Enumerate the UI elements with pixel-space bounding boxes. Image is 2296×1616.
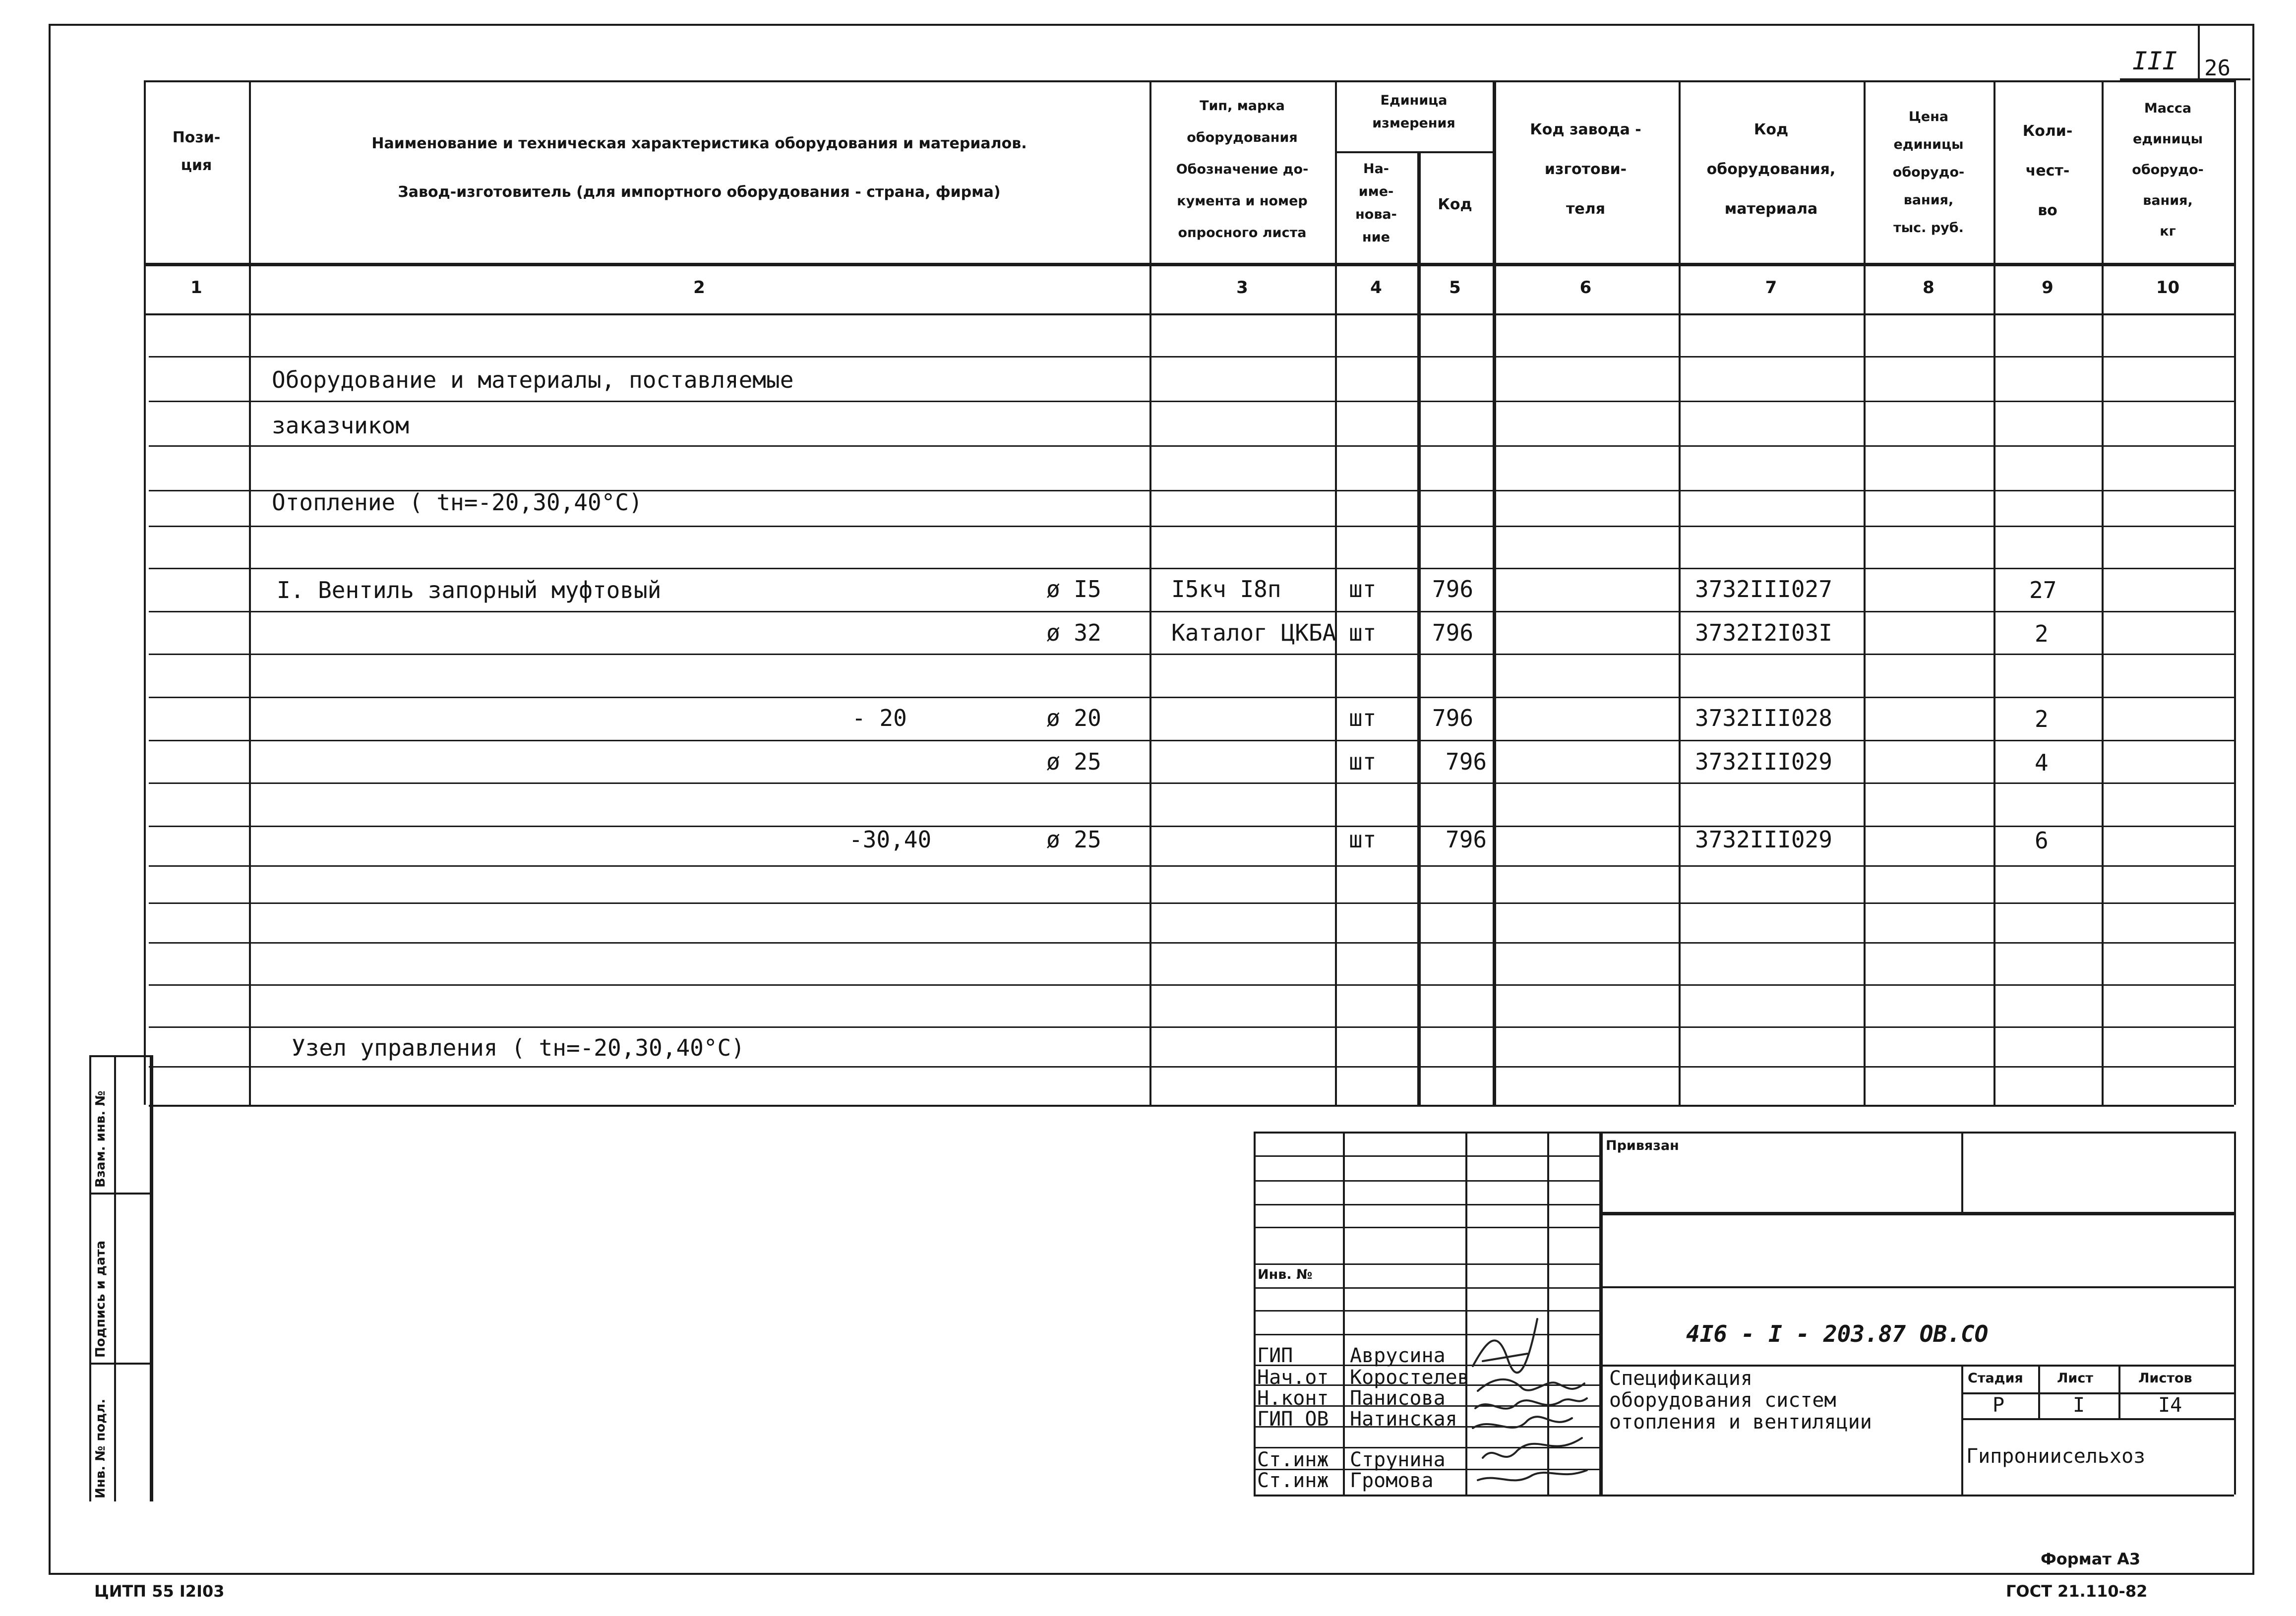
role-st-inzh-1: Ст.инж [1257,1448,1329,1471]
unit-name: шт [1349,826,1377,853]
colnum-6: 6 [1579,278,1592,298]
sheet-value: I [2073,1394,2085,1417]
temperature: - 20 [852,705,907,731]
footer-left-code: ЦИТП 55 I2I03 [94,1582,225,1601]
row-line [149,1066,2234,1068]
row-line [149,865,2234,867]
footer-format: Формат А3 [2041,1550,2141,1568]
side-label-signature-date: Подпись и дата [93,1240,108,1358]
quantity: 2 [2035,620,2049,647]
tb-bottom [1254,1495,2234,1496]
unit-code: 796 [1432,619,1474,646]
col-line-8 [1994,80,1995,1105]
tb-privyazan-bottom [1599,1212,2234,1215]
row-line [149,526,2234,527]
tb-code-bottom [1599,1365,2234,1367]
row-line [149,697,2234,698]
side-label-vzam: Взам. инв. № [93,1090,108,1188]
header-equipment-code: Код оборудования, материала [1706,121,1836,218]
row-line [149,654,2234,655]
sheet-label: Лист [2057,1371,2093,1386]
heating-title: Отопление ( tн=-20,30,40°С) [272,489,643,516]
col-line-0 [144,80,146,1105]
side-stamp-div1 [89,1193,151,1195]
stage-label: Стадия [1968,1371,2023,1386]
inv-no-label: Инв. № [1258,1267,1313,1282]
col-line-10 [2234,80,2236,1105]
sheets-value: I4 [2158,1394,2182,1417]
equipment-code: 3732III029 [1695,748,1832,775]
row-line [149,740,2234,741]
header-unit: Единица измерения [1372,93,1455,131]
tb-top [1254,1132,2234,1134]
side-stamp-left [89,1055,91,1501]
header-factory-code: Код завода - изготови- теля [1530,121,1641,218]
table-bottom-border [149,1105,2234,1107]
sheets-label: Листов [2138,1371,2192,1386]
side-label-inv-podl: Инв. № подл. [93,1398,108,1498]
role-gip-ov: ГИП ОВ [1257,1408,1329,1431]
quantity: 2 [2035,706,2049,732]
colnum-2: 2 [693,278,705,298]
colnum-3: 3 [1236,278,1248,298]
header-quantity: Коли- чест- во [2022,122,2073,219]
section-title-line1: Оборудование и материалы, поставляемые [272,366,794,393]
colnum-bottom-border [144,313,2234,315]
header-manufacturer: Завод-изготовитель (для импортного оборудования - страна, фирма) [398,183,1001,201]
row-line [149,782,2234,784]
tb-code-top [1599,1286,2234,1288]
diameter: ø 20 [1046,705,1101,731]
quantity: 6 [2035,827,2049,854]
tb-row [1254,1263,1599,1265]
type-mark: I5кч I8п [1171,576,1281,602]
name-nach-ot: Коростелев [1350,1366,1469,1389]
control-node-title: Узел управления ( tн=-20,30,40°С) [292,1034,745,1061]
organization: Гипрониисельхоз [1966,1445,2146,1468]
unit-name: шт [1349,705,1377,731]
row-line [149,356,2234,358]
tb-privyazan-split [1961,1132,1963,1212]
sheet-page-number: 26 [2204,56,2231,81]
role-gip: ГИП [1257,1344,1293,1367]
name-st-inzh-2: Громова [1350,1469,1434,1492]
section-title-line2: заказчиком [272,412,409,439]
tb-stage-split2 [2118,1365,2120,1418]
diameter: ø I5 [1046,576,1101,602]
unit-code: 796 [1432,576,1474,602]
unit-name: шт [1349,748,1377,775]
tb-right [2234,1132,2236,1495]
tb-row [1254,1287,1599,1289]
signature-scribbles [1468,1309,1597,1493]
colnum-9: 9 [2042,278,2054,298]
row-line [149,902,2234,904]
row-line [149,611,2234,612]
unit-code: 796 [1446,826,1487,853]
tb-title-split [1961,1365,1963,1495]
colnum-4: 4 [1370,278,1382,298]
row-line [149,942,2234,944]
row-line [149,445,2234,447]
name-n-kont: Панисова [1350,1387,1446,1410]
row-line [149,984,2234,986]
sheet-mark-divider [2198,24,2200,78]
colnum-5: 5 [1449,278,1461,298]
header-unit-name: На- име- нова- ние [1355,161,1397,245]
side-stamp-top [89,1055,151,1057]
header-position: Пози- ция [172,129,221,174]
col-line-5 [1493,80,1496,1105]
header-unit-code: Код [1438,196,1472,213]
row-line [149,1026,2234,1028]
unit-code: 796 [1432,705,1474,731]
unit-name: шт [1349,576,1377,602]
name-gip: Аврусина [1350,1344,1446,1367]
row-line [149,568,2234,569]
diameter: ø 32 [1046,619,1101,646]
tb-col-name [1465,1132,1467,1495]
colnum-10: 10 [2156,278,2180,298]
equipment-code: 3732III029 [1695,826,1832,853]
col-line-1 [249,80,251,1105]
role-n-kont: Н.конт [1257,1387,1329,1410]
tb-col-role [1343,1132,1345,1495]
role-st-inzh-2: Ст.инж [1257,1469,1329,1492]
header-name: Наименование и техническая характеристика оборудования и материалов. [371,135,1027,152]
header-price: Цена единицы оборудо- вания, тыс. руб. [1892,109,1965,236]
diameter: ø 25 [1046,826,1101,853]
role-nach-ot: Нач.от [1257,1366,1329,1389]
row-line [149,401,2234,402]
name-gip-ov: Натинская [1350,1408,1457,1431]
item-name: I. Вентиль запорный муфтовый [277,577,662,603]
document-code: 4I6 - I - 203.87 ОВ.СО [1686,1320,1989,1347]
colnum-8: 8 [1923,278,1934,298]
colnum-7: 7 [1765,278,1777,298]
equipment-code: 3732III028 [1695,705,1832,731]
unit-name: шт [1349,619,1377,646]
footer-gost: ГОСТ 21.110-82 [2006,1582,2148,1601]
tb-row [1254,1155,1599,1157]
tb-row [1254,1227,1599,1228]
stage-value: Р [1993,1394,2005,1417]
equipment-code: 3732III027 [1695,576,1832,602]
tb-row [1254,1180,1599,1182]
unit-code: 796 [1446,748,1487,775]
tb-col-main [1599,1132,1603,1495]
col-line-6 [1679,80,1681,1105]
privyazan-label: Привязан [1606,1138,1679,1153]
unit-header-split [1335,151,1493,153]
document-title: Спецификация оборудования систем отопления и вентиляции [1609,1367,1872,1434]
side-stamp-inner [114,1055,116,1501]
diameter: ø 25 [1046,748,1101,775]
colnum-1: 1 [190,278,202,298]
quantity: 4 [2035,749,2049,776]
side-stamp-div2 [89,1363,151,1365]
quantity: 27 [2029,577,2057,603]
header-bottom-border [144,263,2234,266]
side-stamp-right [150,1055,153,1501]
equipment-code: 3732I2I03I [1695,619,1832,646]
sheet-mark: III [2132,47,2177,75]
tb-stage-split1 [2038,1365,2040,1418]
header-type-mark: Тип, марка оборудования Обозначение до- кумента и номер опросного листа [1176,98,1309,240]
tb-row [1254,1204,1599,1205]
name-st-inzh-1: Струнина [1350,1448,1446,1471]
tb-stage-values [1961,1418,2234,1420]
type-mark: Каталог ЦКБА [1171,619,1336,646]
table-top-border [144,80,2234,82]
temperature: -30,40 [849,826,932,853]
header-mass: Масса единицы оборудо- вания, кг [2132,101,2204,239]
row-line [149,826,2234,827]
tb-left [1254,1132,1256,1495]
